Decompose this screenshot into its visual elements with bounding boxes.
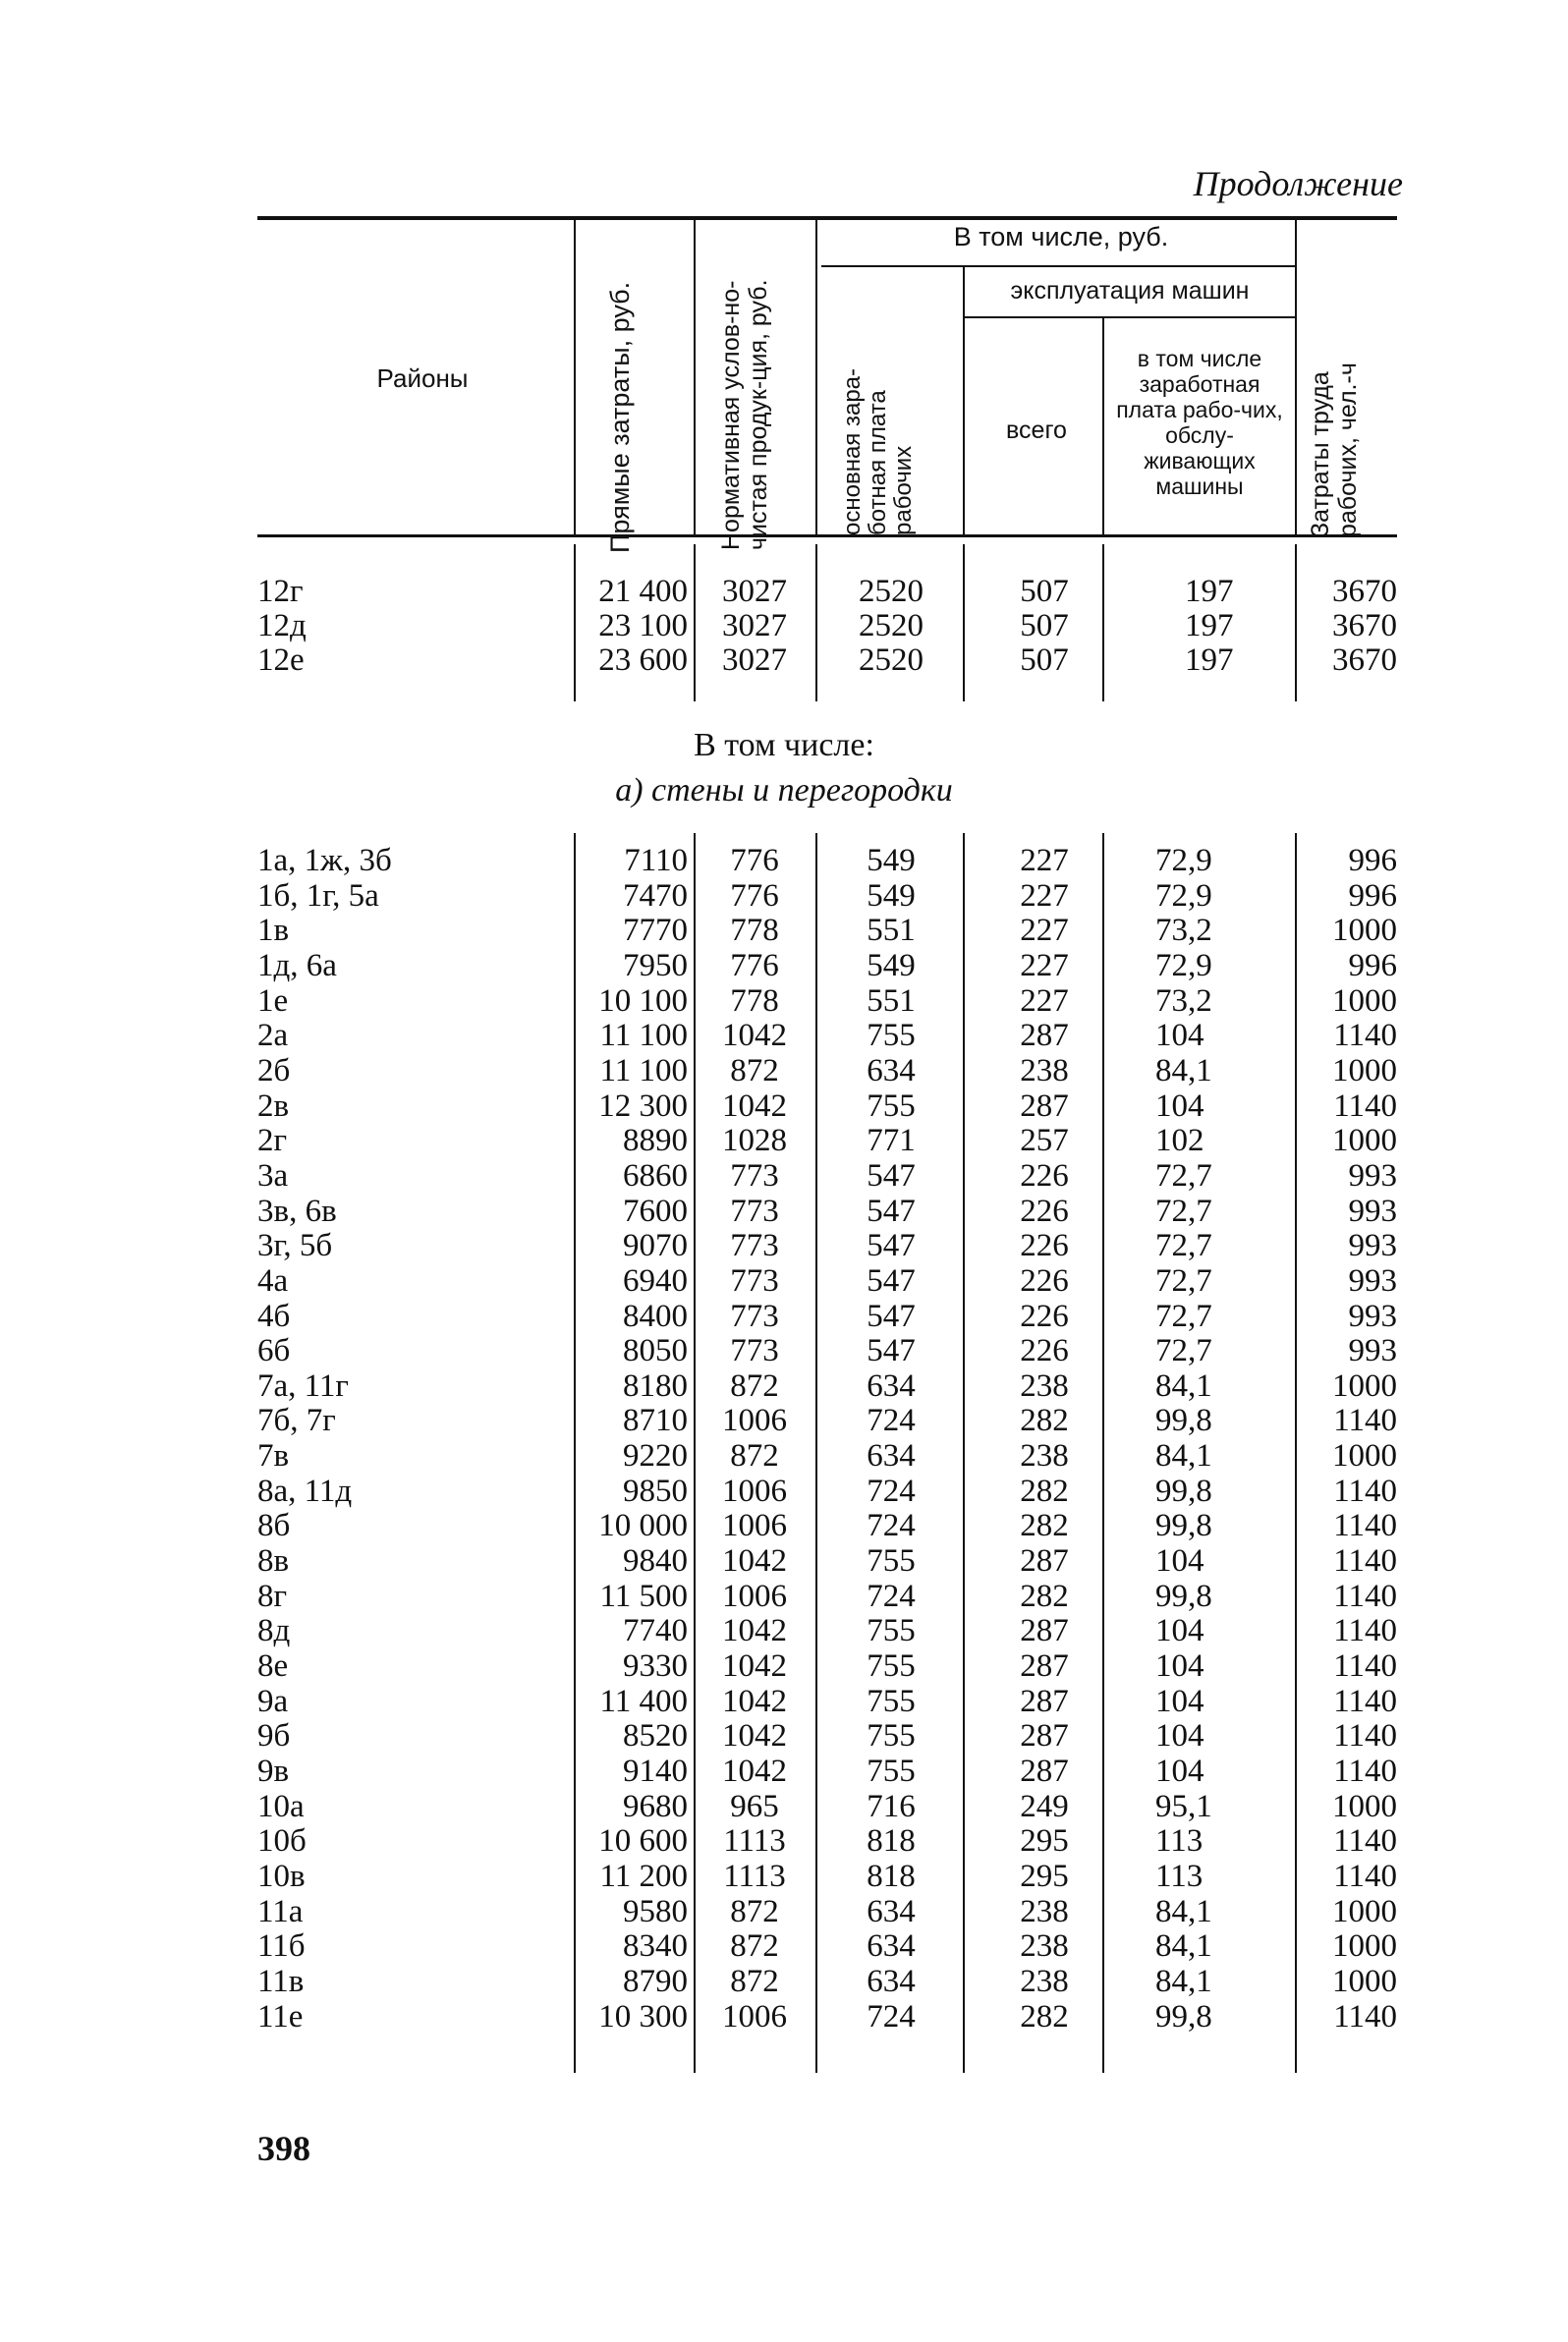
direct-costs-cell: 9330 bbox=[623, 1647, 688, 1684]
labor-costs-cell: 1140 bbox=[1333, 1998, 1397, 2035]
direct-costs-cell: 6860 bbox=[623, 1157, 688, 1194]
header-normative-output: Нормативная услов-но-чистая продук-ция, руб. bbox=[717, 279, 772, 550]
machine-wage-cell: 72,9 bbox=[1155, 843, 1212, 878]
machine-wage-cell: 104 bbox=[1155, 1087, 1204, 1124]
table-row bbox=[0, 1508, 1568, 1543]
header-machine-wage: в том числе заработная плата рабо-чих, обслу-живающих машины bbox=[1116, 346, 1283, 499]
machine-total-cell: 238 bbox=[1020, 1438, 1069, 1474]
base-wage-cell: 755 bbox=[867, 1753, 916, 1789]
normative-output-cell: 776 bbox=[730, 948, 779, 983]
header-top-rule bbox=[257, 216, 1397, 220]
region-cell: 1а, 1ж, 3б bbox=[257, 843, 392, 878]
base-wage-cell: 724 bbox=[867, 1473, 916, 1509]
machine-total-cell: 282 bbox=[1020, 1403, 1069, 1439]
machine-total-cell: 227 bbox=[1020, 982, 1069, 1019]
machine-wage-cell: 99,8 bbox=[1155, 1508, 1212, 1544]
machine-wage-cell: 72,7 bbox=[1155, 1333, 1212, 1369]
base-wage-cell: 634 bbox=[867, 1928, 916, 1965]
machine-wage-cell: 95,1 bbox=[1155, 1788, 1212, 1824]
region-cell: 10б bbox=[257, 1823, 307, 1860]
labor-costs-cell: 1140 bbox=[1333, 1087, 1397, 1124]
labor-costs-cell: 1000 bbox=[1332, 1963, 1397, 1999]
in-number-rule bbox=[821, 265, 1295, 267]
table-row bbox=[0, 1718, 1568, 1754]
machine-wage-cell: 104 bbox=[1155, 1647, 1204, 1684]
table-row bbox=[0, 1613, 1568, 1648]
header-in-that-number: В том числе, руб. bbox=[953, 222, 1169, 251]
region-cell: 4а bbox=[257, 1262, 289, 1299]
normative-output-cell: 1113 bbox=[723, 1858, 786, 1894]
labor-costs-cell: 1140 bbox=[1333, 1018, 1397, 1054]
normative-output-cell: 872 bbox=[730, 1963, 779, 1999]
machine-wage-cell: 72,7 bbox=[1155, 1298, 1212, 1334]
base-wage-cell: 551 bbox=[867, 913, 916, 949]
region-cell: 10в bbox=[257, 1858, 306, 1894]
normative-output-cell: 778 bbox=[730, 982, 779, 1019]
normative-output-cell: 872 bbox=[730, 1367, 779, 1404]
header-divider-2 bbox=[694, 220, 696, 534]
labor-costs-cell: 1140 bbox=[1333, 1683, 1397, 1719]
table-row bbox=[0, 1228, 1568, 1263]
region-cell: 8д bbox=[257, 1613, 291, 1649]
table-row bbox=[0, 1194, 1568, 1229]
table-row bbox=[0, 1158, 1568, 1194]
table-row bbox=[0, 1438, 1568, 1474]
base-wage-cell: 755 bbox=[867, 1543, 916, 1579]
labor-costs-cell: 1140 bbox=[1333, 1543, 1397, 1579]
base-wage-cell: 755 bbox=[867, 1647, 916, 1684]
normative-output-cell: 1006 bbox=[722, 1578, 787, 1614]
header-labor-costs: Затраты труда рабочих, чел.-ч bbox=[1307, 362, 1362, 537]
table-row bbox=[0, 1859, 1568, 1894]
region-cell: 7в bbox=[257, 1438, 290, 1474]
machine-wage-cell: 73,2 bbox=[1155, 982, 1212, 1019]
region-cell: 1е bbox=[257, 982, 289, 1019]
machine-total-cell: 282 bbox=[1020, 1473, 1069, 1509]
page-number: 398 bbox=[257, 2129, 310, 2168]
labor-costs-cell: 1140 bbox=[1333, 1578, 1397, 1614]
labor-costs-cell: 1140 bbox=[1333, 1403, 1397, 1439]
header-divider-4 bbox=[963, 267, 965, 534]
machine-total-cell: 238 bbox=[1020, 1367, 1069, 1404]
direct-costs-cell: 7600 bbox=[623, 1193, 688, 1229]
normative-output-cell: 773 bbox=[730, 1193, 779, 1229]
direct-costs-cell: 9070 bbox=[623, 1228, 688, 1264]
direct-costs-cell: 11 500 bbox=[599, 1578, 688, 1614]
table-row bbox=[0, 983, 1568, 1019]
machine-total-cell: 287 bbox=[1020, 1018, 1069, 1054]
normative-output-cell: 778 bbox=[730, 913, 779, 949]
normative-output-cell: 776 bbox=[730, 843, 779, 878]
region-cell: 11в bbox=[257, 1963, 305, 1999]
labor-costs-cell: 1140 bbox=[1333, 1613, 1397, 1649]
direct-costs-cell: 8520 bbox=[623, 1718, 688, 1755]
header-divider-3 bbox=[815, 220, 817, 534]
table-row bbox=[0, 1123, 1568, 1158]
table-row bbox=[0, 1684, 1568, 1719]
base-wage-cell: 634 bbox=[867, 1367, 916, 1404]
region-cell: 8г bbox=[257, 1578, 288, 1614]
labor-costs-cell: 993 bbox=[1348, 1157, 1397, 1194]
region-cell: 7б, 7г bbox=[257, 1403, 336, 1439]
table-row bbox=[0, 1368, 1568, 1404]
base-wage-cell: 547 bbox=[867, 1193, 916, 1229]
machine-wage-cell: 104 bbox=[1155, 1018, 1204, 1054]
base-wage-cell: 724 bbox=[867, 1998, 916, 2035]
region-cell: 8е bbox=[257, 1647, 289, 1684]
machine-total-cell: 282 bbox=[1020, 1578, 1069, 1614]
direct-costs-cell: 7110 bbox=[624, 843, 688, 878]
region-cell: 10а bbox=[257, 1788, 305, 1824]
labor-costs-cell: 993 bbox=[1348, 1193, 1397, 1229]
normative-output-cell: 1113 bbox=[723, 1823, 786, 1860]
table-row: 12д 23 100 3027 2520 507 197 3670 bbox=[257, 608, 1397, 643]
base-wage-cell: 547 bbox=[867, 1157, 916, 1194]
machine-total-cell: 226 bbox=[1020, 1193, 1069, 1229]
labor-costs-cell: 996 bbox=[1348, 843, 1397, 878]
machine-total-cell: 287 bbox=[1020, 1753, 1069, 1789]
table-row bbox=[0, 1964, 1568, 1999]
machine-ops-rule bbox=[965, 316, 1295, 318]
table-row bbox=[0, 1263, 1568, 1299]
direct-costs-cell: 8400 bbox=[623, 1298, 688, 1334]
base-wage-cell: 771 bbox=[867, 1123, 916, 1159]
normative-output-cell: 1042 bbox=[722, 1543, 787, 1579]
region-cell: 7а, 11г bbox=[257, 1367, 349, 1404]
machine-wage-cell: 102 bbox=[1155, 1123, 1204, 1159]
machine-wage-cell: 73,2 bbox=[1155, 913, 1212, 949]
header-bottom-rule bbox=[257, 534, 1397, 537]
region-cell: 6б bbox=[257, 1333, 291, 1369]
direct-costs-cell: 7470 bbox=[623, 877, 688, 914]
machine-total-cell: 238 bbox=[1020, 1928, 1069, 1965]
base-wage-cell: 549 bbox=[867, 948, 916, 983]
base-wage-cell: 716 bbox=[867, 1788, 916, 1824]
region-cell: 8б bbox=[257, 1508, 291, 1544]
normative-output-cell: 1042 bbox=[722, 1087, 787, 1124]
region-cell: 3а bbox=[257, 1157, 289, 1194]
direct-costs-cell: 9680 bbox=[623, 1788, 688, 1824]
machine-total-cell: 227 bbox=[1020, 843, 1069, 878]
base-wage-cell: 634 bbox=[867, 1963, 916, 1999]
direct-costs-cell: 11 100 bbox=[599, 1018, 688, 1054]
region-cell: 2а bbox=[257, 1018, 289, 1054]
table-row bbox=[0, 878, 1568, 914]
table-row bbox=[0, 1754, 1568, 1789]
table-row bbox=[0, 1543, 1568, 1579]
base-wage-cell: 818 bbox=[867, 1858, 916, 1894]
base-wage-cell: 755 bbox=[867, 1613, 916, 1649]
machine-total-cell: 227 bbox=[1020, 913, 1069, 949]
normative-output-cell: 1006 bbox=[722, 1508, 787, 1544]
table-row bbox=[0, 1789, 1568, 1824]
direct-costs-cell: 12 300 bbox=[598, 1087, 688, 1124]
labor-costs-cell: 993 bbox=[1348, 1262, 1397, 1299]
table-row bbox=[0, 1333, 1568, 1368]
base-wage-cell: 547 bbox=[867, 1298, 916, 1334]
header-base-wage: основная зара-ботная плата рабочих bbox=[839, 367, 917, 535]
machine-wage-cell: 72,9 bbox=[1155, 948, 1212, 983]
labor-costs-cell: 1000 bbox=[1332, 1788, 1397, 1824]
normative-output-cell: 1042 bbox=[722, 1718, 787, 1755]
normative-output-cell: 776 bbox=[730, 877, 779, 914]
machine-total-cell: 227 bbox=[1020, 948, 1069, 983]
header-divider-1 bbox=[574, 220, 576, 534]
table-row bbox=[0, 1928, 1568, 1964]
direct-costs-cell: 9840 bbox=[623, 1543, 688, 1579]
machine-total-cell: 249 bbox=[1020, 1788, 1069, 1824]
machine-total-cell: 226 bbox=[1020, 1298, 1069, 1334]
normative-output-cell: 1042 bbox=[722, 1018, 787, 1054]
machine-total-cell: 238 bbox=[1020, 1052, 1069, 1088]
header-direct-costs: Прямые затраты, руб. bbox=[605, 281, 635, 553]
machine-wage-cell: 72,7 bbox=[1155, 1157, 1212, 1194]
region-cell: 1д, 6а bbox=[257, 948, 337, 983]
direct-costs-cell: 9580 bbox=[623, 1893, 688, 1929]
machine-total-cell: 226 bbox=[1020, 1262, 1069, 1299]
labor-costs-cell: 1000 bbox=[1332, 1928, 1397, 1965]
labor-costs-cell: 996 bbox=[1348, 948, 1397, 983]
direct-costs-cell: 8180 bbox=[623, 1367, 688, 1404]
machine-total-cell: 227 bbox=[1020, 877, 1069, 914]
direct-costs-cell: 11 100 bbox=[599, 1052, 688, 1088]
labor-costs-cell: 1140 bbox=[1333, 1753, 1397, 1789]
machine-wage-cell: 84,1 bbox=[1155, 1893, 1212, 1929]
region-cell: 9в bbox=[257, 1753, 290, 1789]
labor-costs-cell: 1000 bbox=[1332, 1123, 1397, 1159]
machine-total-cell: 287 bbox=[1020, 1087, 1069, 1124]
machine-total-cell: 257 bbox=[1020, 1123, 1069, 1159]
base-wage-cell: 634 bbox=[867, 1438, 916, 1474]
normative-output-cell: 1042 bbox=[722, 1647, 787, 1684]
table-row bbox=[0, 1299, 1568, 1334]
machine-wage-cell: 99,8 bbox=[1155, 1998, 1212, 2035]
direct-costs-cell: 7770 bbox=[623, 913, 688, 949]
region-cell: 2г bbox=[257, 1123, 288, 1159]
labor-costs-cell: 1000 bbox=[1332, 913, 1397, 949]
machine-total-cell: 295 bbox=[1020, 1858, 1069, 1894]
direct-costs-cell: 11 400 bbox=[599, 1683, 688, 1719]
machine-wage-cell: 84,1 bbox=[1155, 1963, 1212, 1999]
machine-total-cell: 226 bbox=[1020, 1333, 1069, 1369]
labor-costs-cell: 1140 bbox=[1333, 1508, 1397, 1544]
base-wage-cell: 755 bbox=[867, 1683, 916, 1719]
normative-output-cell: 1042 bbox=[722, 1753, 787, 1789]
base-wage-cell: 547 bbox=[867, 1333, 916, 1369]
continuation-label: Продолжение bbox=[1193, 164, 1403, 203]
normative-output-cell: 773 bbox=[730, 1262, 779, 1299]
table-row: 12е 23 600 3027 2520 507 197 3670 bbox=[257, 642, 1397, 678]
normative-output-cell: 872 bbox=[730, 1052, 779, 1088]
labor-costs-cell: 1000 bbox=[1332, 1367, 1397, 1404]
machine-wage-cell: 99,8 bbox=[1155, 1403, 1212, 1439]
direct-costs-cell: 10 000 bbox=[598, 1508, 688, 1544]
labor-costs-cell: 993 bbox=[1348, 1228, 1397, 1264]
header-divider-6 bbox=[1295, 220, 1297, 534]
base-wage-cell: 818 bbox=[867, 1823, 916, 1860]
direct-costs-cell: 6940 bbox=[623, 1262, 688, 1299]
labor-costs-cell: 1140 bbox=[1333, 1718, 1397, 1755]
table-row bbox=[0, 1403, 1568, 1438]
direct-costs-cell: 9140 bbox=[623, 1753, 688, 1789]
direct-costs-cell: 8710 bbox=[623, 1403, 688, 1439]
machine-wage-cell: 113 bbox=[1155, 1858, 1204, 1894]
normative-output-cell: 1028 bbox=[722, 1123, 787, 1159]
base-wage-cell: 634 bbox=[867, 1052, 916, 1088]
labor-costs-cell: 1000 bbox=[1332, 1052, 1397, 1088]
direct-costs-cell: 8790 bbox=[623, 1963, 688, 1999]
base-wage-cell: 547 bbox=[867, 1262, 916, 1299]
region-cell: 11а bbox=[257, 1893, 304, 1929]
table-row bbox=[0, 1474, 1568, 1509]
direct-costs-cell: 7740 bbox=[623, 1613, 688, 1649]
region-cell: 2б bbox=[257, 1052, 291, 1088]
labor-costs-cell: 993 bbox=[1348, 1333, 1397, 1369]
base-wage-cell: 724 bbox=[867, 1508, 916, 1544]
table-row bbox=[0, 1894, 1568, 1929]
table-row bbox=[0, 948, 1568, 983]
machine-total-cell: 287 bbox=[1020, 1718, 1069, 1755]
region-cell: 2в bbox=[257, 1087, 290, 1124]
table-row bbox=[0, 1823, 1568, 1859]
normative-output-cell: 872 bbox=[730, 1893, 779, 1929]
machine-total-cell: 226 bbox=[1020, 1157, 1069, 1194]
machine-total-cell: 295 bbox=[1020, 1823, 1069, 1860]
region-cell: 3г, 5б bbox=[257, 1228, 333, 1264]
labor-costs-cell: 1140 bbox=[1333, 1823, 1397, 1860]
region-cell: 8в bbox=[257, 1543, 290, 1579]
machine-wage-cell: 104 bbox=[1155, 1718, 1204, 1755]
machine-total-cell: 287 bbox=[1020, 1683, 1069, 1719]
normative-output-cell: 1006 bbox=[722, 1998, 787, 2035]
table-row bbox=[0, 843, 1568, 878]
direct-costs-cell: 8890 bbox=[623, 1123, 688, 1159]
table-row bbox=[0, 1053, 1568, 1088]
normative-output-cell: 1006 bbox=[722, 1403, 787, 1439]
machine-total-cell: 238 bbox=[1020, 1963, 1069, 1999]
machine-wage-cell: 72,7 bbox=[1155, 1193, 1212, 1229]
base-wage-cell: 755 bbox=[867, 1018, 916, 1054]
normative-output-cell: 773 bbox=[730, 1228, 779, 1264]
normative-output-cell: 773 bbox=[730, 1333, 779, 1369]
machine-wage-cell: 99,8 bbox=[1155, 1578, 1212, 1614]
region-cell: 9а bbox=[257, 1683, 289, 1719]
header-machine-ops: эксплуатация машин bbox=[1010, 277, 1250, 305]
machine-total-cell: 238 bbox=[1020, 1893, 1069, 1929]
section-subheading: а) стены и перегородки bbox=[615, 772, 953, 809]
machine-wage-cell: 113 bbox=[1155, 1823, 1204, 1860]
machine-wage-cell: 104 bbox=[1155, 1613, 1204, 1649]
machine-total-cell: 282 bbox=[1020, 1998, 1069, 2035]
direct-costs-cell: 9220 bbox=[623, 1438, 688, 1474]
labor-costs-cell: 1000 bbox=[1332, 1438, 1397, 1474]
direct-costs-cell: 10 300 bbox=[598, 1998, 688, 2035]
direct-costs-cell: 8050 bbox=[623, 1333, 688, 1369]
direct-costs-cell: 10 100 bbox=[598, 982, 688, 1019]
machine-wage-cell: 84,1 bbox=[1155, 1052, 1212, 1088]
labor-costs-cell: 993 bbox=[1348, 1298, 1397, 1334]
base-wage-cell: 549 bbox=[867, 843, 916, 878]
direct-costs-cell: 7950 bbox=[623, 948, 688, 983]
labor-costs-cell: 1000 bbox=[1332, 982, 1397, 1019]
machine-wage-cell: 104 bbox=[1155, 1543, 1204, 1579]
machine-total-cell: 226 bbox=[1020, 1228, 1069, 1264]
region-cell: 8а, 11д bbox=[257, 1473, 353, 1509]
table-row bbox=[0, 913, 1568, 948]
table-row bbox=[0, 1579, 1568, 1614]
region-cell: 11б bbox=[257, 1928, 306, 1965]
base-wage-cell: 755 bbox=[867, 1718, 916, 1755]
table-row bbox=[0, 1648, 1568, 1684]
normative-output-cell: 872 bbox=[730, 1438, 779, 1474]
base-wage-cell: 547 bbox=[867, 1228, 916, 1264]
table-row: 12г 21 400 3027 2520 507 197 3670 bbox=[257, 574, 1397, 609]
normative-output-cell: 1042 bbox=[722, 1613, 787, 1649]
region-cell: 11е bbox=[257, 1998, 304, 2035]
machine-wage-cell: 72,9 bbox=[1155, 877, 1212, 914]
normative-output-cell: 1042 bbox=[722, 1683, 787, 1719]
labor-costs-cell: 996 bbox=[1348, 877, 1397, 914]
region-cell: 3в, 6в bbox=[257, 1193, 337, 1229]
direct-costs-cell: 9850 bbox=[623, 1473, 688, 1509]
machine-wage-cell: 72,7 bbox=[1155, 1228, 1212, 1264]
base-wage-cell: 634 bbox=[867, 1893, 916, 1929]
region-cell: 1б, 1г, 5а bbox=[257, 877, 379, 914]
table-row bbox=[0, 1088, 1568, 1124]
normative-output-cell: 773 bbox=[730, 1157, 779, 1194]
normative-output-cell: 1006 bbox=[722, 1473, 787, 1509]
normative-output-cell: 872 bbox=[730, 1928, 779, 1965]
machine-wage-cell: 84,1 bbox=[1155, 1928, 1212, 1965]
region-cell: 4б bbox=[257, 1298, 291, 1334]
base-wage-cell: 549 bbox=[867, 877, 916, 914]
base-wage-cell: 724 bbox=[867, 1578, 916, 1614]
machine-wage-cell: 104 bbox=[1155, 1683, 1204, 1719]
table-row bbox=[0, 1018, 1568, 1053]
base-wage-cell: 755 bbox=[867, 1087, 916, 1124]
normative-output-cell: 965 bbox=[730, 1788, 779, 1824]
labor-costs-cell: 1140 bbox=[1333, 1647, 1397, 1684]
base-wage-cell: 724 bbox=[867, 1403, 916, 1439]
direct-costs-cell: 10 600 bbox=[598, 1823, 688, 1860]
machine-total-cell: 287 bbox=[1020, 1647, 1069, 1684]
labor-costs-cell: 1140 bbox=[1333, 1473, 1397, 1509]
table-row bbox=[0, 1999, 1568, 2035]
machine-wage-cell: 104 bbox=[1155, 1753, 1204, 1789]
labor-costs-cell: 1140 bbox=[1333, 1858, 1397, 1894]
machine-wage-cell: 84,1 bbox=[1155, 1438, 1212, 1474]
machine-wage-cell: 72,7 bbox=[1155, 1262, 1212, 1299]
header-divider-5 bbox=[1102, 318, 1104, 534]
normative-output-cell: 773 bbox=[730, 1298, 779, 1334]
machine-total-cell: 287 bbox=[1020, 1543, 1069, 1579]
region-cell: 9б bbox=[257, 1718, 291, 1755]
direct-costs-cell: 8340 bbox=[623, 1928, 688, 1965]
header-total: всего bbox=[1006, 417, 1067, 444]
machine-wage-cell: 84,1 bbox=[1155, 1367, 1212, 1404]
machine-total-cell: 287 bbox=[1020, 1613, 1069, 1649]
machine-wage-cell: 99,8 bbox=[1155, 1473, 1212, 1509]
machine-total-cell: 282 bbox=[1020, 1508, 1069, 1544]
header-regions: Районы bbox=[376, 363, 469, 393]
section-heading: В том числе: bbox=[694, 727, 874, 763]
direct-costs-cell: 11 200 bbox=[599, 1858, 688, 1894]
labor-costs-cell: 1000 bbox=[1332, 1893, 1397, 1929]
base-wage-cell: 551 bbox=[867, 982, 916, 1019]
region-cell: 1в bbox=[257, 913, 290, 949]
